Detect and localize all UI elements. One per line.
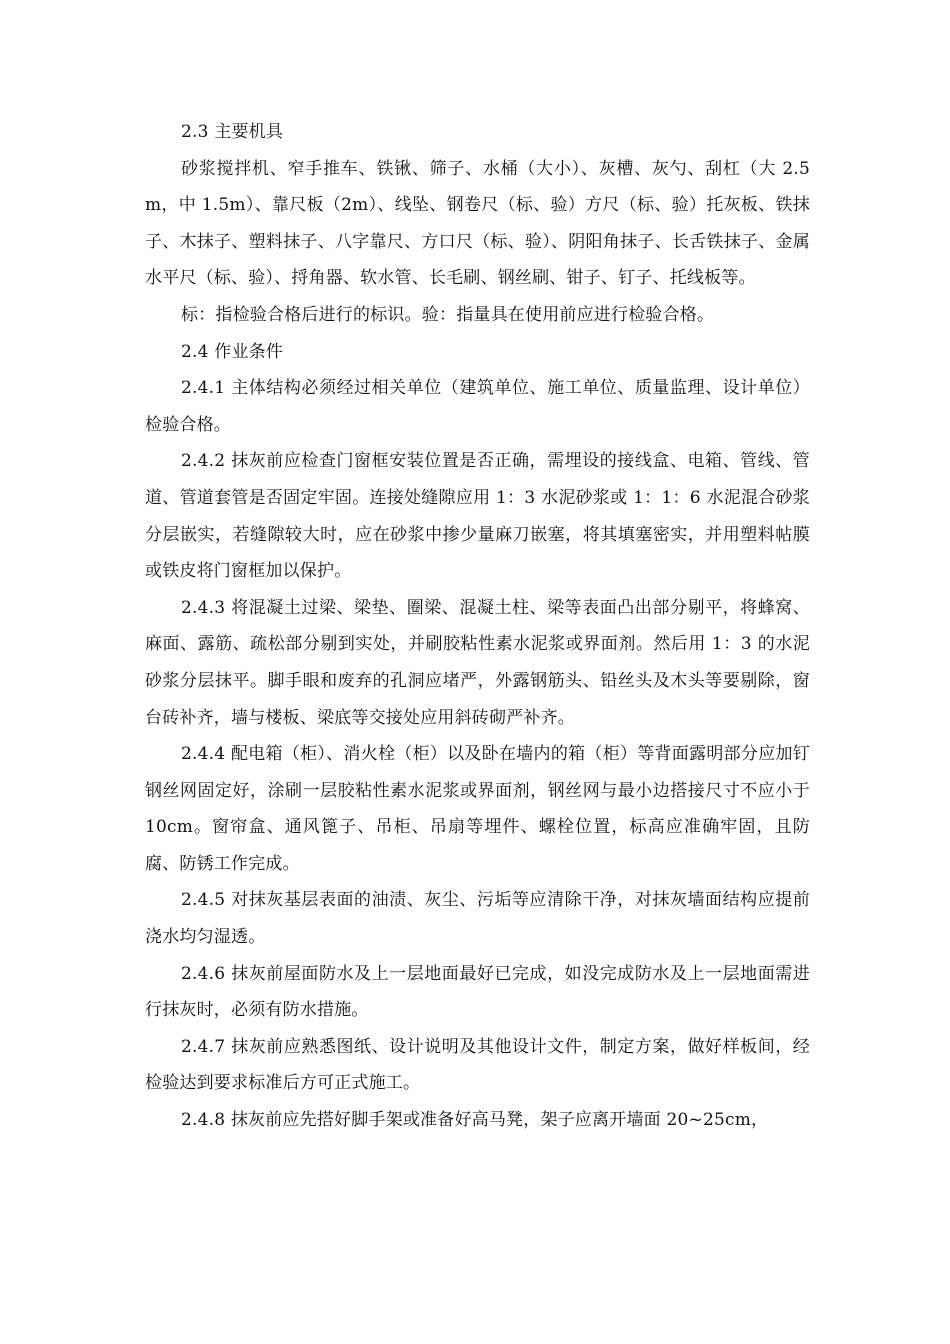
paragraph-2-4-3: 2.4.3 将混凝土过梁、梁垫、圈梁、混凝土柱、梁等表面凸出部分剔平，将蜂窝、麻面、露筋、疏松部分剔到实处，并刷胶粘性素水泥浆或界面剂。然后用 1：3 的水泥砂浆分层抹平。脚手眼和废弃的孔洞应堵严，外露钢筋头、铅丝头及木头等要剔除，窗台砖补齐，墙与楼板、梁底等交接处应用斜砖砌严补齐。	[145, 597, 810, 728]
paragraph-2-4-8: 2.4.8 抹灰前应先搭好脚手架或准备好高马凳，架子应离开墙面 20~25cm，	[181, 1110, 769, 1131]
paragraph-2-4-4: 2.4.4 配电箱（柜）、消火栓（柜）以及卧在墙内的箱（柜）等背面露明部分应加钉钢丝网固定好，涂刷一层胶粘性素水泥浆或界面剂，钢丝网与最小边搭接尺寸不应小于 10cm。窗帘盒、通风篦子、吊柜、吊扇等埋件、螺栓位置，标高应准确牢固，且防腐、防锈工作完成。	[145, 744, 810, 874]
paragraph-notation-note: 标：指检验合格后进行的标识。验：指量具在使用前应进行检验合格。	[181, 304, 715, 325]
paragraph-2-4-7: 2.4.7 抹灰前应熟悉图纸、设计说明及其他设计文件，制定方案，做好样板间，经检验达到要求标准后方可正式施工。	[145, 1036, 810, 1094]
section-heading-2-4: 2.4 作业条件	[181, 341, 284, 362]
paragraph-2-4-2: 2.4.2 抹灰前应检查门窗框安装位置是否正确，需埋设的接线盒、电箱、管线、管道、管道套管是否固定牢固。连接处缝隙应用 1：3 水泥砂浆或 1：1：6 水泥混合砂浆分层嵌实，若缝隙较大时，应在砂浆中掺少量麻刀嵌塞，将其填塞密实，并用塑料帖膜或铁皮将门窗框加以保护。	[145, 451, 810, 582]
paragraph-2-4-6: 2.4.6 抹灰前屋面防水及上一层地面最好已完成，如没完成防水及上一层地面需进行抹灰时，必须有防水措施。	[145, 963, 810, 1021]
paragraph-2-4-1: 2.4.1 主体结构必须经过相关单位（建筑单位、施工单位、质量监理、设计单位）检验合格。	[145, 378, 810, 435]
document-body	[145, 114, 810, 1139]
paragraph-2-4-5: 2.4.5 对抹灰基层表面的油渍、灰尘、污垢等应清除干净，对抹灰墙面结构应提前浇水均匀湿透。	[145, 890, 810, 948]
section-heading-2-3: 2.3 主要机具	[181, 122, 284, 142]
paragraph-main-tools: 砂浆搅拌机、窄手推车、铁锹、筛子、水桶（大小）、灰槽、灰勺、刮杠（大 2.5m，中 1.5m）、靠尺板（2m）、线坠、钢卷尺（标、验）方尺（标、验）托灰板、铁抹子、木抹子、塑料抹子、八字靠尺、方口尺（标、验）、阴阳角抹子、长舌铁抹子、金属水平尺（标、验）、捋角器、软水管、长毛刷、钢丝刷、钳子、钉子、托线板等。	[145, 158, 810, 289]
